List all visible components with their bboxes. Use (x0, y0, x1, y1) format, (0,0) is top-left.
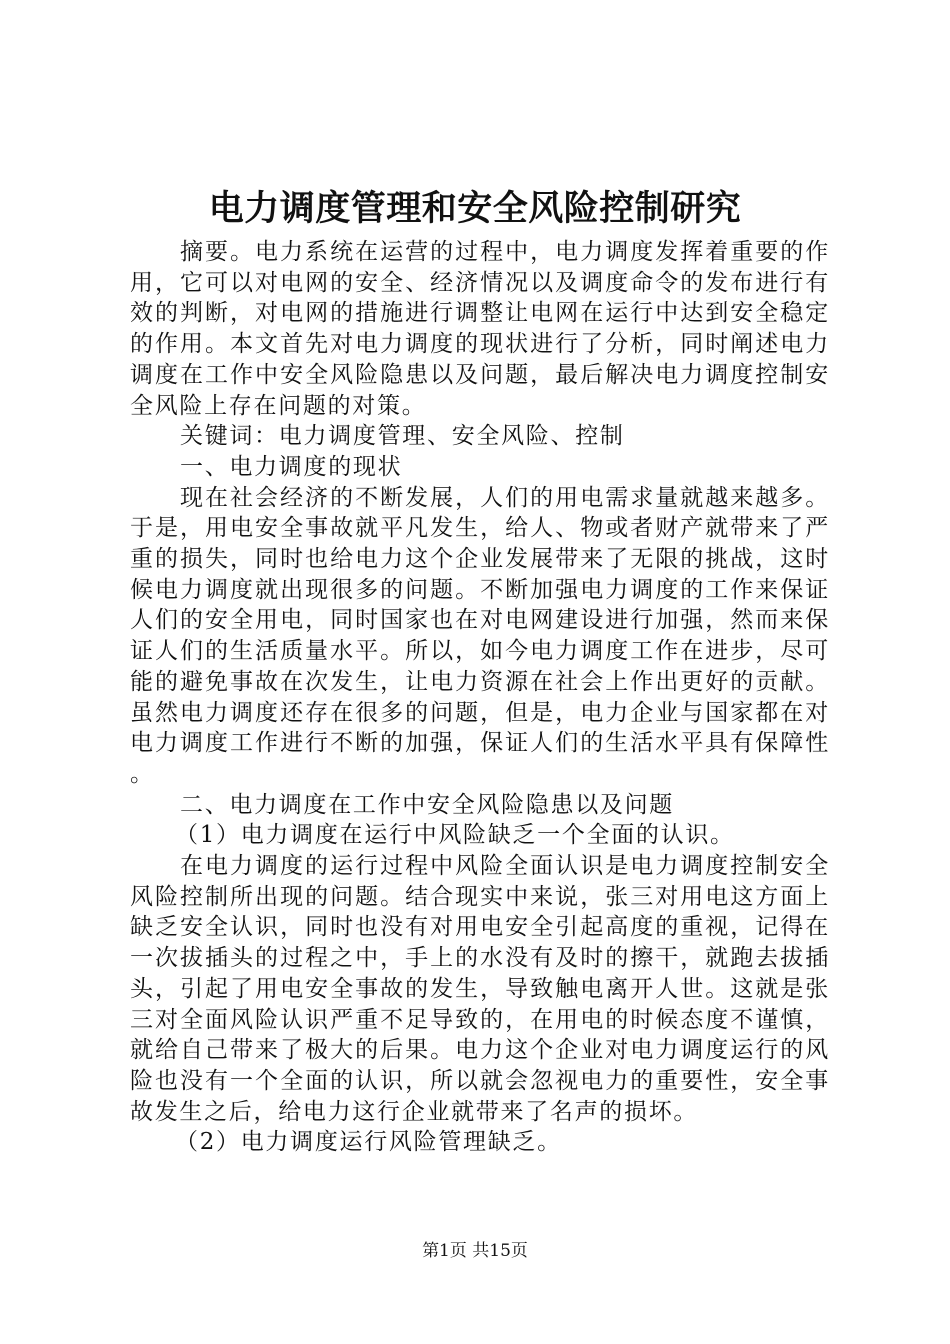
section-1-paragraph: 现在社会经济的不断发展，人们的用电需求量就越来越多。于是，用电安全事故就平凡发生，给人、物或者财产就带来了严重的损失，同时也给电力这个企业发展带来了无限的挑战，这时候电力调度就出现很多的问题。不断加强电力调度的工作来保证人们的安全用电，同时国家也在对电网建设进行加强，然而来保证人们的生活质量水平。所以，如今电力调度工作在进步，尽可能的避免事故在次发生，让电力资源在社会上作出更好的贡献。虽然电力调度还存在很多的问题，但是，电力企业与国家都在对电力调度工作进行不断的加强，保证人们的生活水平具有保障性。 (130, 484, 830, 787)
keywords-line: 关键词：电力调度管理、安全风险、控制 (180, 423, 625, 450)
section-heading-2: 二、电力调度在工作中安全风险隐患以及问题 (180, 791, 674, 818)
abstract-paragraph: 摘要。电力系统在运营的过程中，电力调度发挥着重要的作用，它可以对电网的安全、经济情况以及调度命令的发布进行有效的判断，对电网的措施进行调整让电网在运行中达到安全稳定的作用。本文首先对电力调度的现状进行了分析，同时阐述电力调度在工作中安全风险隐患以及问题，最后解决电力调度控制安全风险上存在问题的对策。 (130, 239, 830, 419)
section-heading-1: 一、电力调度的现状 (180, 453, 403, 480)
subsection-heading-2: （2）电力调度运行风险管理缺乏。 (175, 1129, 562, 1156)
document-title: 电力调度管理和安全风险控制研究 (208, 188, 742, 229)
page-number-footer: 第1页 共15页 (422, 1241, 528, 1261)
subsection-heading-1: （1）电力调度在运行中风险缺乏一个全面的认识。 (175, 822, 735, 849)
document-body (130, 237, 830, 1158)
subsection-1-paragraph: 在电力调度的运行过程中风险全面认识是电力调度控制安全风险控制所出现的问题。结合现实中来说，张三对用电这方面上缺乏安全认识，同时也没有对用电安全引起高度的重视，记得在一次拔插头的过程之中，手上的水没有及时的擦干，就跑去拔插头，引起了用电安全事故的发生，导致触电离开人世。这就是张三对全面风险认识严重不足导致的，在用电的时候态度不谨慎，就给自己带来了极大的后果。电力这个企业对电力调度运行的风险也没有一个全面的认识，所以就会忽视电力的重要性，安全事故发生之后，给电力这行企业就带来了名声的损坏。 (130, 853, 830, 1125)
